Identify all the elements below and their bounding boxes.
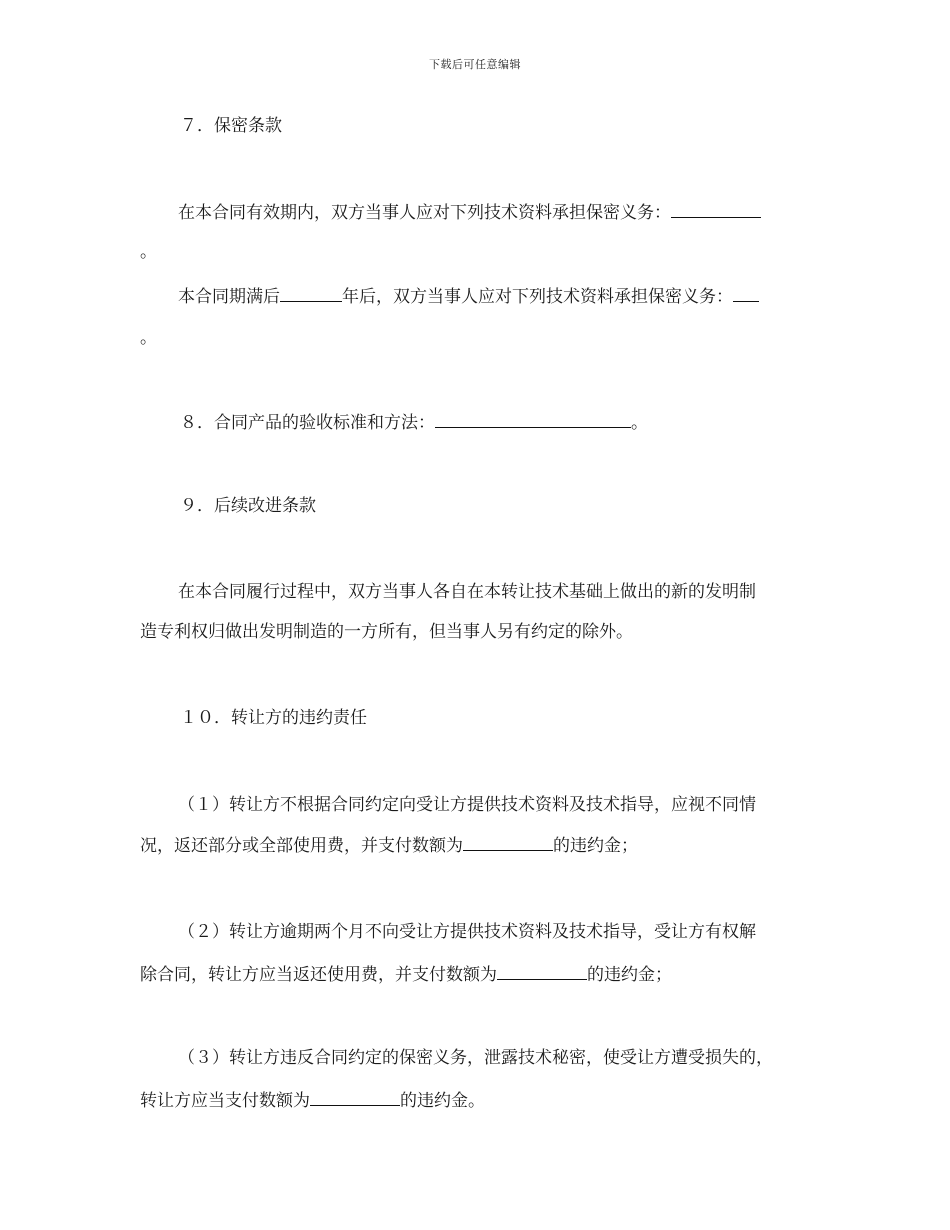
fill-blank-8 (435, 410, 631, 428)
section-8-text: ８．合同产品的验收标准和方法： (180, 413, 435, 433)
section-10-2-l2b: 的违约金； (587, 965, 672, 985)
section-7-p2-b: 年后，双方当事人应对下列技术资料承担保密义务： (342, 287, 733, 307)
section-10-item-1-line-2 (140, 833, 638, 858)
fill-blank-10-1 (463, 833, 553, 851)
section-10-item-3-line-2 (140, 1088, 485, 1113)
section-10-title: １０．转让方的违约责任 (180, 708, 367, 728)
fill-blank-10-3 (310, 1088, 400, 1106)
section-10-item-2-line-1: （２）转让方逾期两个月不向受让方提供技术资料及技术指导，受让方有权解 (178, 922, 756, 942)
section-10-2-l2a: 除合同，转让方应当返还使用费，并支付数额为 (140, 965, 497, 985)
section-10-1-l2a: 况，返还部分或全部使用费，并支付数额为 (140, 836, 463, 856)
section-8-line (180, 410, 648, 435)
section-10-item-1-line-1: （１）转让方不根据合同约定向受让方提供技术资料及技术指导，应视不同情 (178, 795, 756, 815)
header-note: 下载后可任意编辑 (429, 58, 521, 71)
section-7-paragraph-1 (178, 200, 761, 225)
section-10-1-l2b: 的违约金； (553, 836, 638, 856)
section-7-p2-end: 。 (140, 328, 157, 348)
fill-blank-7-2 (733, 284, 759, 302)
section-7-p1-text: 在本合同有效期内，双方当事人应对下列技术资料承担保密义务： (178, 203, 671, 223)
section-10-item-2-line-2 (140, 962, 672, 987)
section-9-p1-line-2: 造专利权归做出发明制造的一方所有，但当事人另有约定的除外。 (140, 622, 633, 642)
section-8-end: 。 (631, 413, 648, 433)
fill-blank-7-years (280, 284, 342, 302)
section-9-p1-line-1: 在本合同履行过程中，双方当事人各自在本转让技术基础上做出的新的发明制 (178, 582, 756, 602)
section-10-item-3-line-1: （３）转让方违反合同约定的保密义务，泄露技术秘密，使受让方遭受损失的， (178, 1048, 773, 1068)
section-7-p2-a: 本合同期满后 (178, 287, 280, 307)
fill-blank-10-2 (497, 962, 587, 980)
fill-blank-7-1 (671, 200, 761, 218)
section-10-3-l2a: 转让方应当支付数额为 (140, 1091, 310, 1111)
section-9-title: ９．后续改进条款 (180, 496, 316, 516)
section-7-p1-end: 。 (140, 242, 157, 262)
section-7-paragraph-2 (178, 284, 759, 309)
section-10-3-l2b: 的违约金。 (400, 1091, 485, 1111)
section-7-title: ７．保密条款 (180, 116, 282, 136)
